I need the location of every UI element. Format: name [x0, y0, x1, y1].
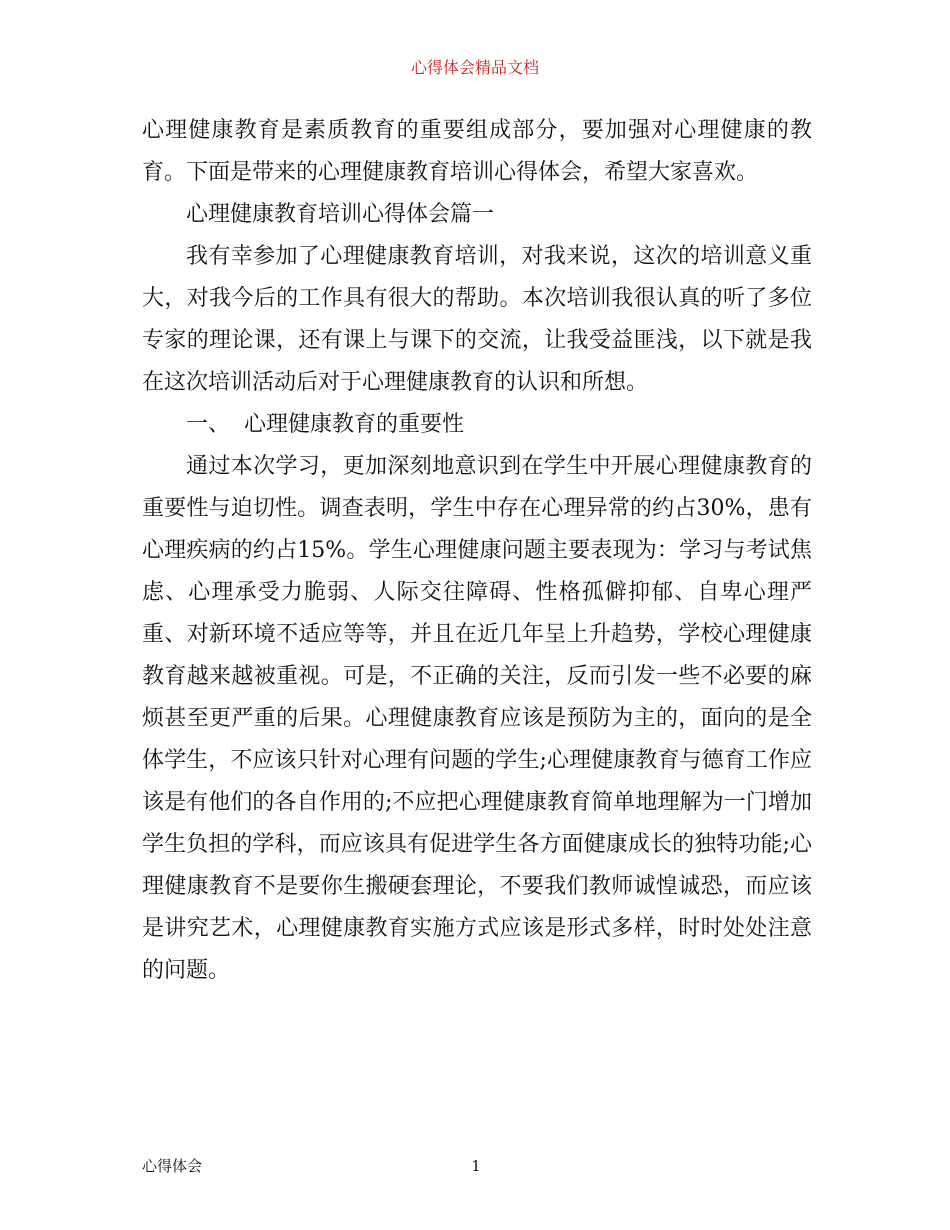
document-body	[142, 110, 812, 992]
footer-label: 心得体会	[142, 1157, 203, 1175]
page-number: 1	[471, 1157, 481, 1175]
body-paragraph: 通过本次学习，更加深刻地意识到在学生中开展心理健康教育的重要性与迫切性。调查表明，学生中存在心理异常的约占30%，患有心理疾病的约占15%。学生心理健康问题主要表现为：学习与考试焦虑、心理承受力脆弱、人际交往障碍、性格孤僻抑郁、自卑心理严重、对新环境不适应等等，并且在近几年呈上升趋势，学校心理健康教育越来越被重视。可是，不正确的关注，反而引发一些不必要的麻烦甚至更严重的后果。心理健康教育应该是预防为主的，面向的是全体学生，不应该只针对心理有问题的学生;心理健康教育与德育工作应该是有他们的各自作用的;不应把心理健康教育简单地理解为一门增加学生负担的学科，而应该具有促进学生各方面健康成长的独特功能;心理健康教育不是要你生搬硬套理论，不要我们教师诚惶诚恐，而应该是讲究艺术，心理健康教育实施方式应该是形式多样，时时处处注意的问题。	[142, 454, 812, 983]
section-heading: 心理健康教育培训心得体会篇一	[186, 202, 495, 227]
body-paragraph: 我有幸参加了心理健康教育培训，对我来说，这次的培训意义重大，对我今后的工作具有很大的帮助。本次培训我很认真的听了多位专家的理论课，还有课上与课下的交流，让我受益匪浅，以下就是我在这次培训活动后对于心理健康教育的认识和所想。	[142, 244, 812, 395]
intro-paragraph: 心理健康教育是素质教育的重要组成部分，要加强对心理健康的教育。下面是带来的心理健康教育培训心得体会，希望大家喜欢。	[142, 118, 812, 185]
page-header-title: 心得体会精品文档	[410, 58, 539, 77]
subsection-heading: 一、 心理健康教育的重要性	[186, 412, 464, 437]
